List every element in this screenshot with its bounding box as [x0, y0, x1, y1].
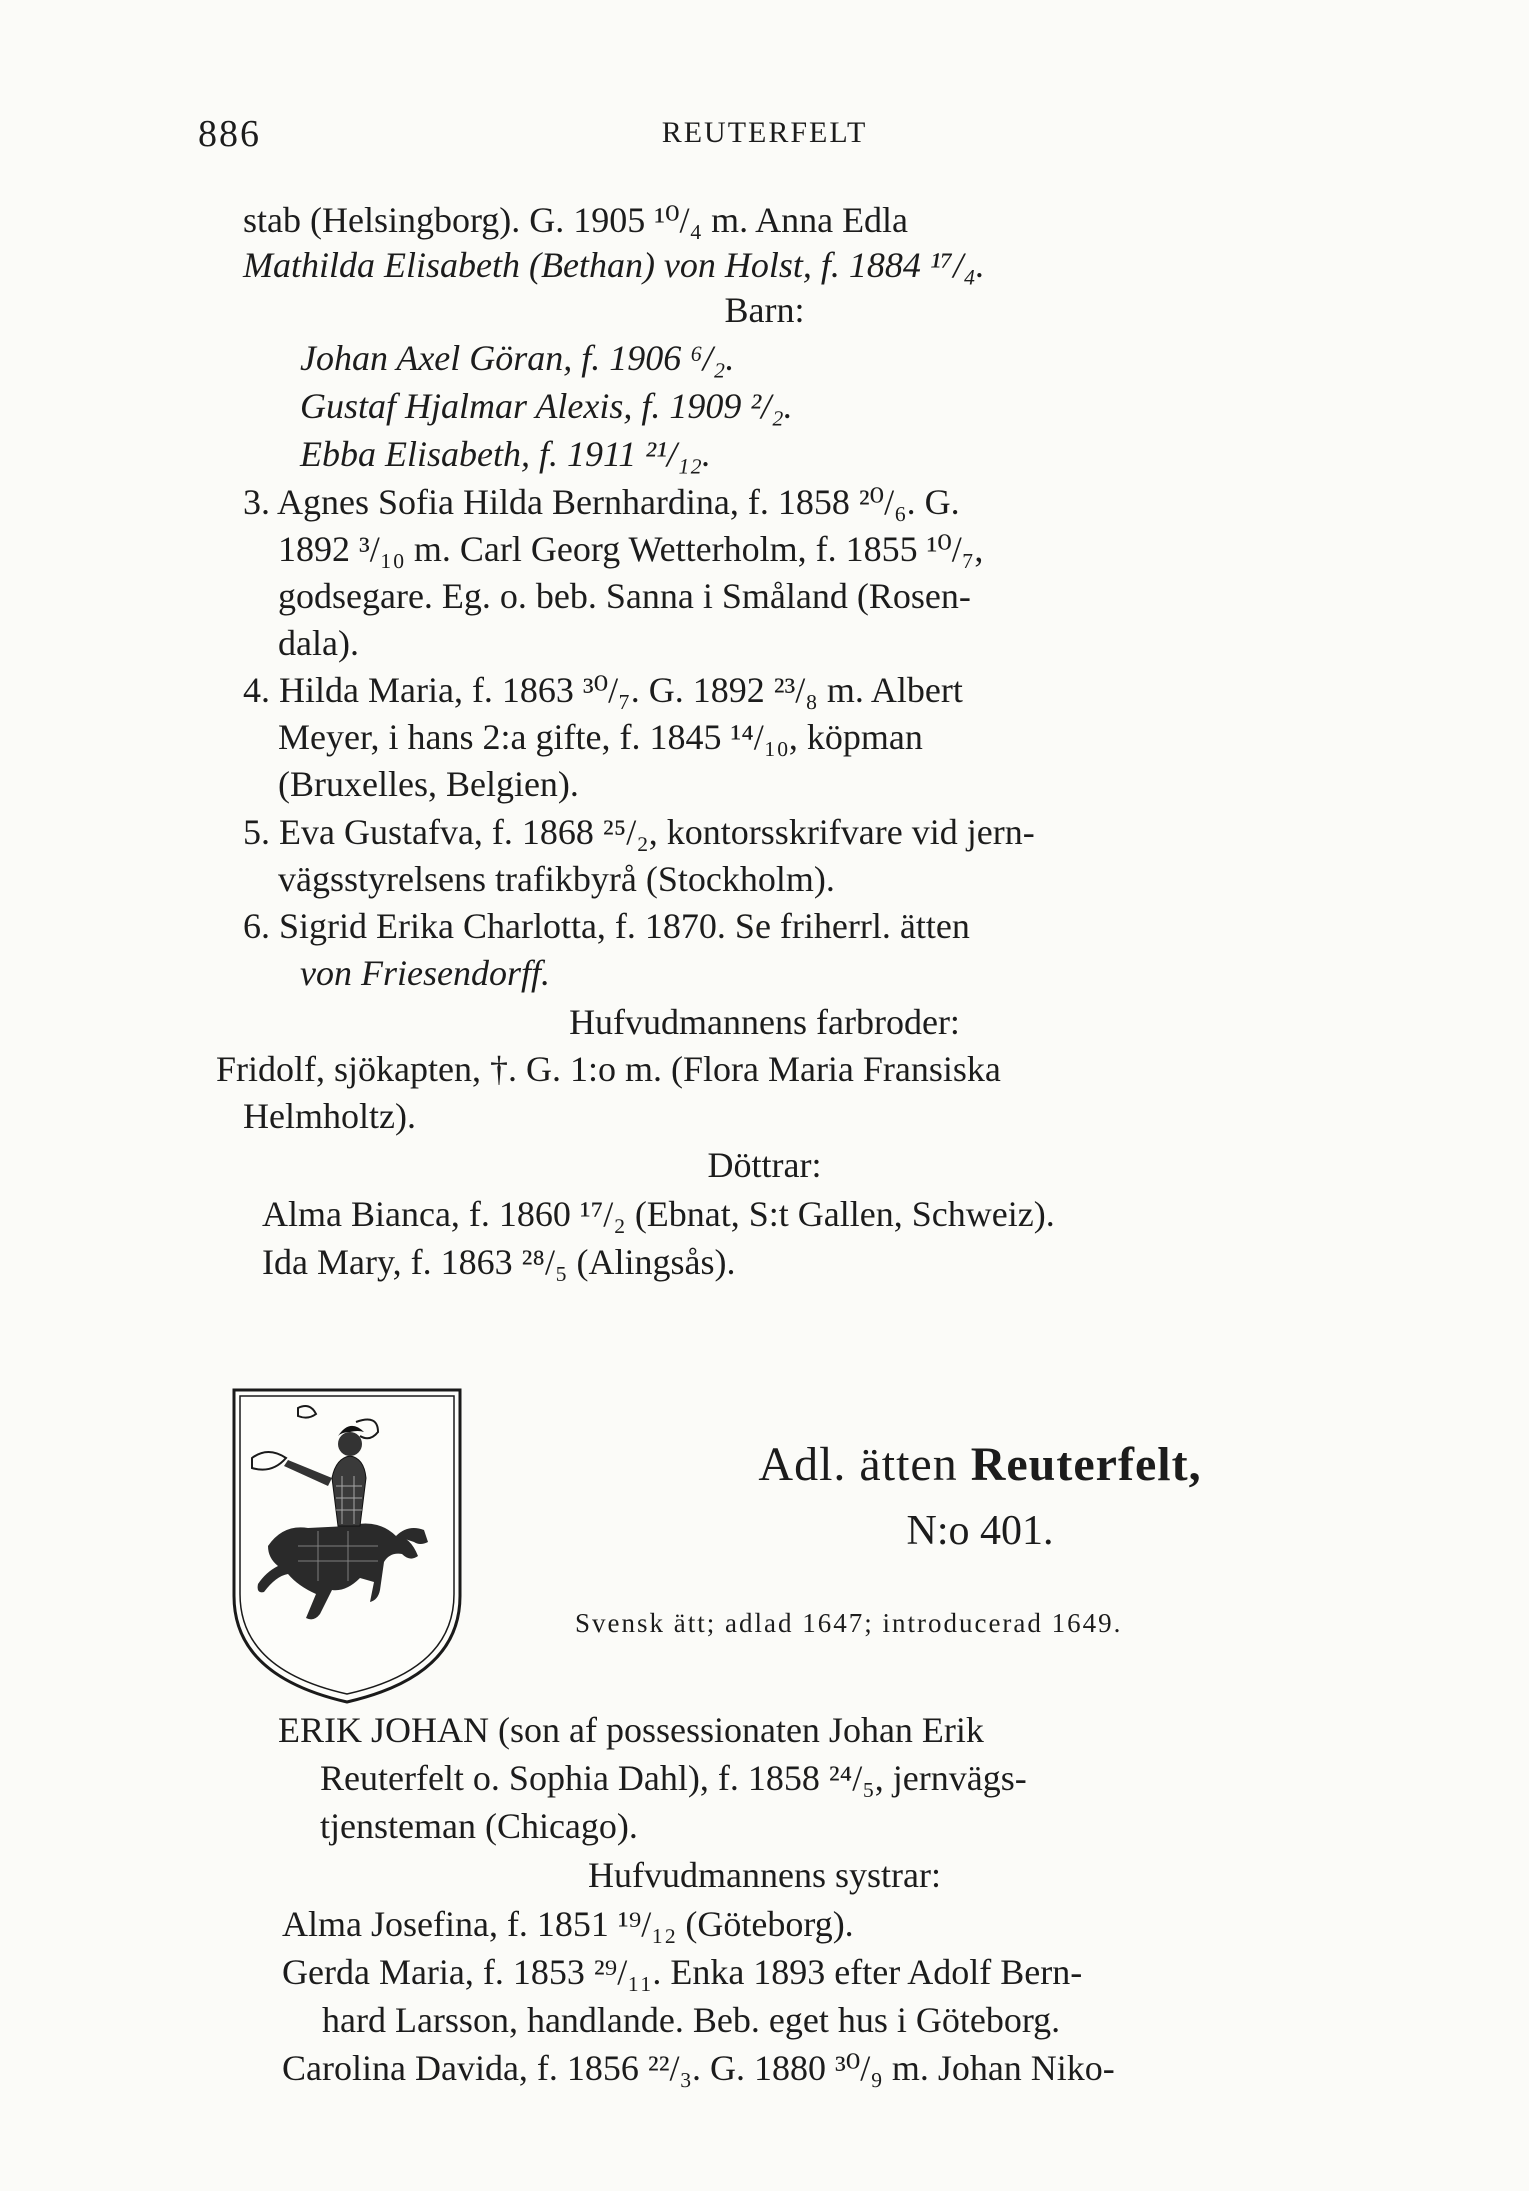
running-title: REUTERFELT	[661, 116, 868, 149]
text-line: 6. Sigrid Erika Charlotta, f. 1870. Se friherrl. ätten	[243, 906, 970, 946]
text-line: dala).	[278, 623, 359, 663]
text-line: Alma Bianca, f. 1860 ¹⁷/₂ (Ebnat, S:t Gallen, Schweiz).	[262, 1194, 1055, 1234]
text-line: Carolina Davida, f. 1856 ²²/₃. G. 1880 ³⁰/₉ m. Johan Niko-	[282, 2048, 1115, 2088]
family-heading	[620, 1435, 1340, 1559]
text-line: godsegare. Eg. o. beb. Sanna i Småland (Rosen-	[278, 576, 971, 616]
text-line: Ebba Elisabeth, f. 1911 ²¹/₁₂.	[300, 434, 711, 474]
text-line: von Friesendorff.	[300, 953, 550, 993]
text-line: 3. Agnes Sofia Hilda Bernhardina, f. 1858 ²⁰/₆. G.	[243, 482, 960, 522]
page-number: 886	[198, 113, 261, 155]
coat-of-arms	[228, 1386, 466, 1706]
text-line: Gerda Maria, f. 1853 ²⁹/₁₁. Enka 1893 efter Adolf Bern-	[282, 1952, 1083, 1992]
text-line: Ida Mary, f. 1863 ²⁸/₅ (Alingsås).	[262, 1242, 736, 1282]
shield-icon	[228, 1386, 466, 1706]
text-line: 5. Eva Gustafva, f. 1868 ²⁵/₂, kontorsskrifvare vid jern-	[243, 812, 1035, 852]
text-line: ERIK JOHAN (son af possessionaten Johan Erik	[278, 1710, 984, 1750]
page-header	[0, 112, 1529, 162]
text-line: Mathilda Elisabeth (Bethan) von Holst, f. 1884 ¹⁷/₄.	[243, 245, 985, 285]
text-line: Helmholtz).	[243, 1096, 416, 1136]
subheading-systrar: Hufvudmannens systrar:	[588, 1855, 941, 1895]
text-line: stab (Helsingborg). G. 1905 ¹⁰/₄ m. Anna Edla	[243, 200, 909, 240]
subheading-barn: Barn:	[724, 290, 805, 330]
text-line: Reuterfelt o. Sophia Dahl), f. 1858 ²⁴/₅, jernvägs-	[320, 1758, 1027, 1798]
subheading-dottrar: Döttrar:	[707, 1145, 822, 1185]
title-prefix: Adl. ätten	[758, 1438, 958, 1491]
subheading-farbroder: Hufvudmannens farbroder:	[569, 1002, 960, 1042]
text-line: Fridolf, sjökapten, †. G. 1:o m. (Flora Maria Fransiska	[216, 1049, 1001, 1089]
text-line: Gustaf Hjalmar Alexis, f. 1909 ²/₂.	[300, 386, 793, 426]
text-line: 1892 ³/₁₀ m. Carl Georg Wetterholm, f. 1855 ¹⁰/₇,	[278, 529, 984, 569]
family-name: Reuterfelt,	[970, 1438, 1202, 1491]
text-line: 4. Hilda Maria, f. 1863 ³⁰/₇. G. 1892 ²³/₈ m. Albert	[243, 670, 963, 710]
text-line: Alma Josefina, f. 1851 ¹⁹/₁₂ (Göteborg).	[282, 1904, 854, 1944]
text-line: Meyer, i hans 2:a gifte, f. 1845 ¹⁴/₁₀, köpman	[278, 717, 923, 757]
text-line: tjensteman (Chicago).	[320, 1806, 638, 1846]
family-number: N:o 401.	[906, 1508, 1054, 1554]
family-note: Svensk ätt; adlad 1647; introducerad 1649.	[575, 1608, 1123, 1638]
text-line: hard Larsson, handlande. Beb. eget hus i Göteborg.	[322, 2000, 1061, 2040]
text-line: (Bruxelles, Belgien).	[278, 764, 579, 804]
text-line: Johan Axel Göran, f. 1906 ⁶/₂.	[300, 338, 735, 378]
text-line: vägsstyrelsens trafikbyrå (Stockholm).	[278, 859, 835, 899]
family-title	[620, 1435, 1340, 1495]
